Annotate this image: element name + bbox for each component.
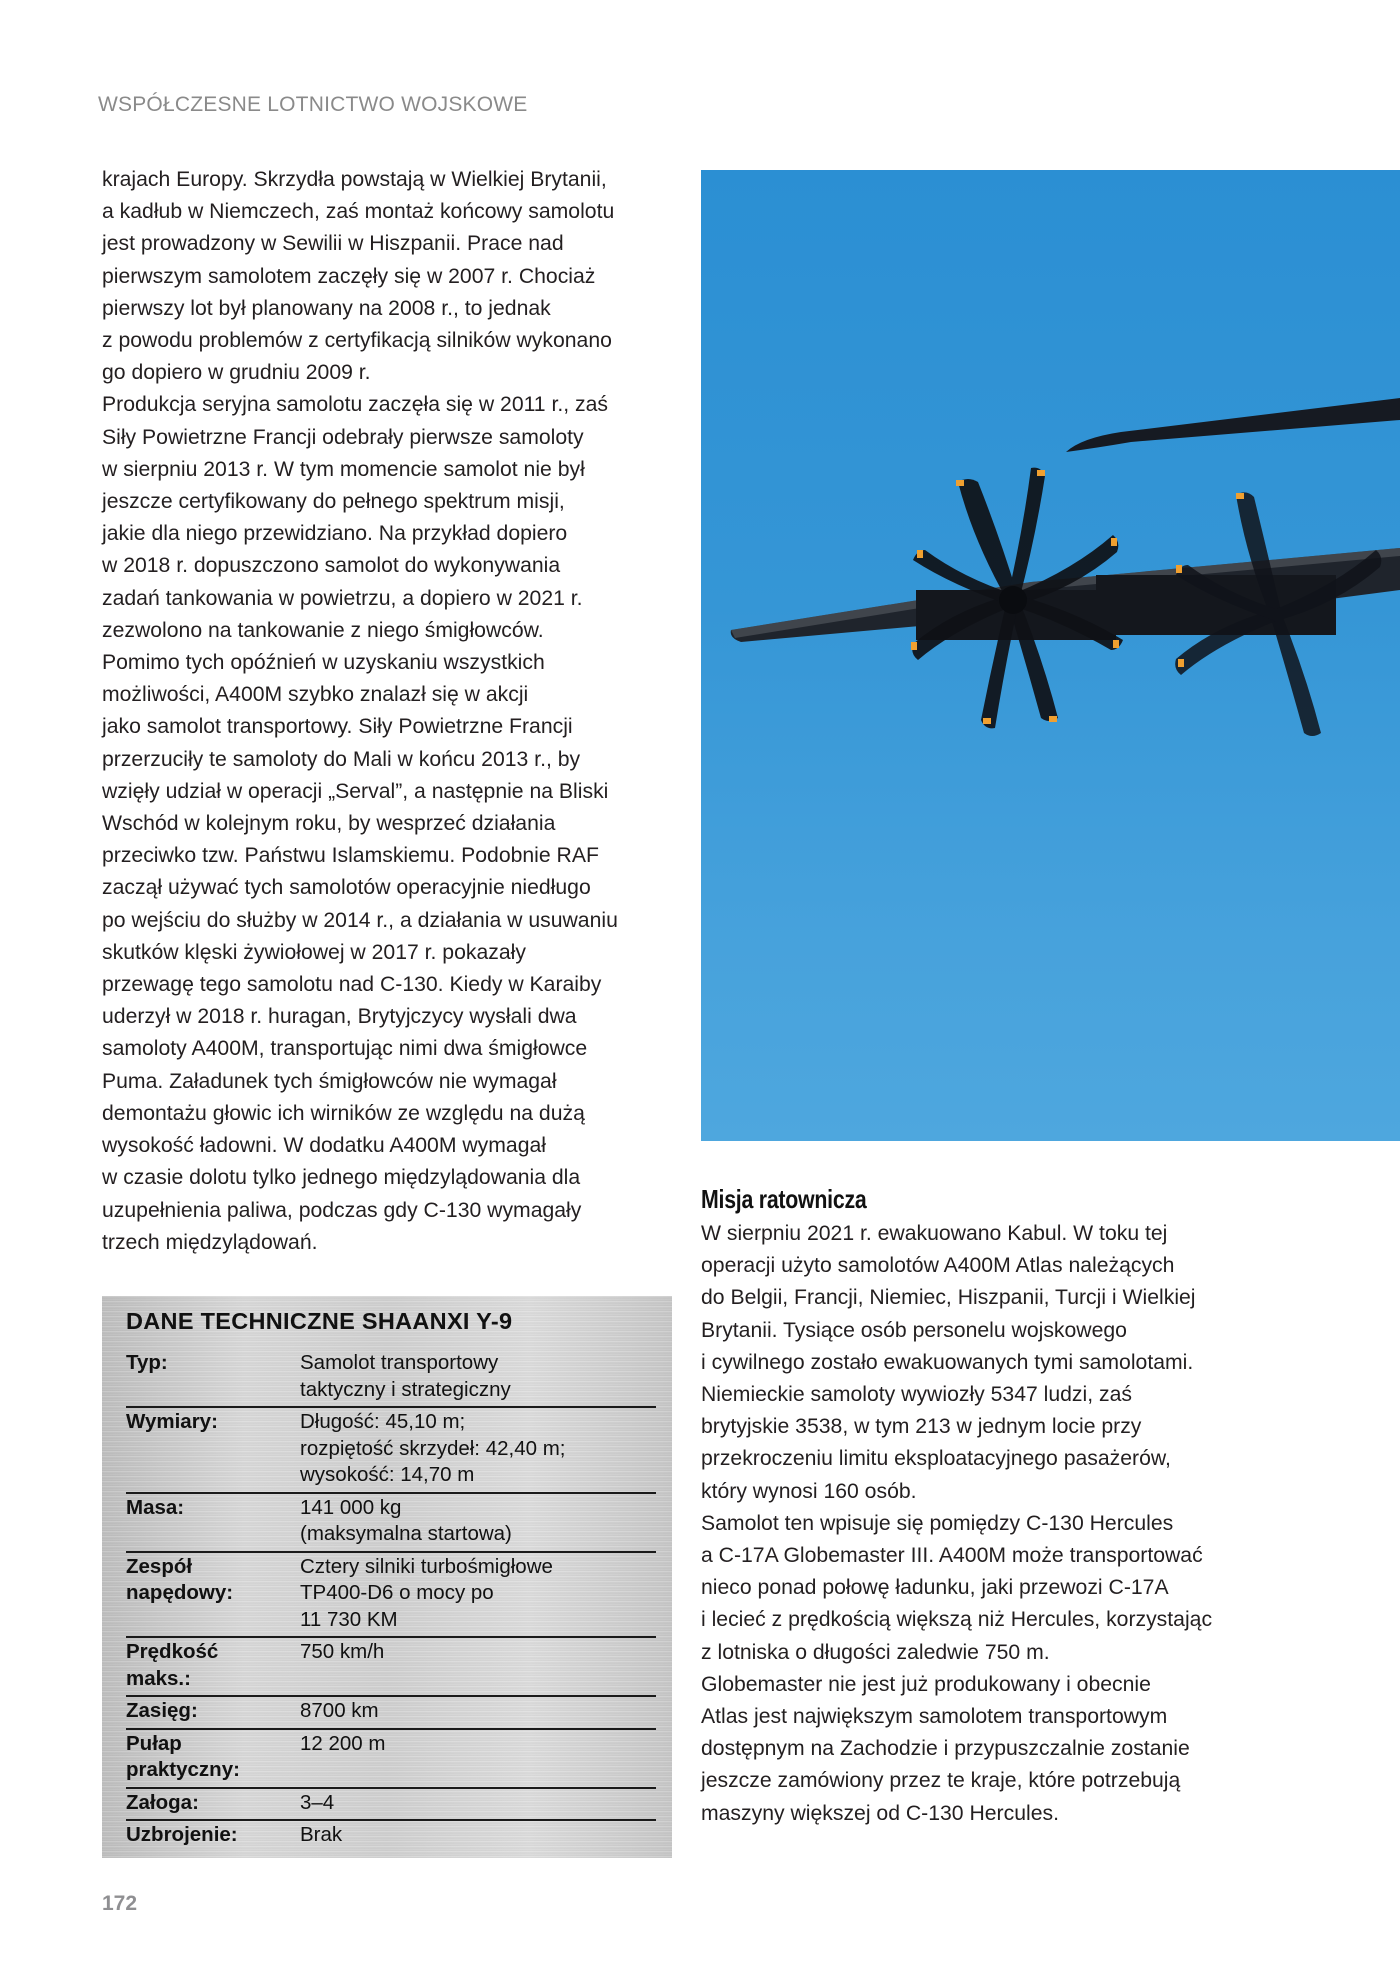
spec-row <box>126 1637 656 1696</box>
text-line: i lecieć z prędkością większą niż Hercules, korzystając <box>701 1608 1213 1632</box>
spec-key-line: napędowy: <box>126 1581 234 1604</box>
text-line: przeciwko tzw. Państwu Islamskiemu. Podobnie RAF <box>102 844 599 868</box>
text-line: go dopiero w grudniu 2009 r. <box>102 361 371 385</box>
text-line: do Belgii, Francji, Niemiec, Hiszpanii, Turcji i Wielkiej <box>701 1286 1196 1310</box>
running-head: WSPÓŁCZESNE LOTNICTWO WOJSKOWE <box>98 93 528 116</box>
spec-key <box>126 1788 300 1821</box>
text-line: po wejściu do służby w 2014 r., a działania w usuwaniu <box>102 908 618 932</box>
text-line: dostępnym na Zachodzie i przypuszczalnie zostanie <box>701 1737 1190 1761</box>
text-line: wzięły udział w operacji „Serval”, a następnie na Bliski <box>102 779 609 803</box>
spec-value-line: 141 000 kg <box>300 1495 402 1519</box>
spec-row <box>126 1696 656 1729</box>
spec-value-line: (maksymalna startowa) <box>300 1522 512 1545</box>
spec-value-line: Długość: 45,10 m; <box>300 1410 466 1433</box>
text-line: Pomimo tych opóźnień w uzyskaniu wszystkich <box>102 651 545 675</box>
right-column <box>701 1182 1291 1830</box>
spec-value-line: taktyczny i strategiczny <box>300 1377 511 1401</box>
spec-value <box>300 1788 656 1821</box>
spec-row <box>126 1493 656 1552</box>
text-line: Wschód w kolejnym roku, by wesprzeć działania <box>102 812 556 836</box>
text-line: pierwszy lot był planowany na 2008 r., to jednak <box>102 296 551 320</box>
spec-value-line: Samolot transportowy <box>300 1351 499 1374</box>
spec-key-line: Zespół <box>126 1554 193 1578</box>
text-line: Niemieckie samoloty wywiozły 5347 ludzi, zaś <box>701 1383 1132 1407</box>
spec-key <box>126 1552 300 1638</box>
spec-key-line: praktyczny: <box>126 1758 240 1781</box>
page-number: 172 <box>102 1892 138 1915</box>
text-line: przewagę tego samolotu nad C-130. Kiedy w Karaiby <box>102 973 602 997</box>
text-line: uzupełnienia paliwa, podczas gdy C-130 wymagały <box>102 1198 582 1222</box>
spec-value-line: 8700 km <box>300 1699 379 1722</box>
text-line: Atlas jest największym samolotem transportowym <box>701 1705 1168 1729</box>
spec-value-line: 12 200 m <box>300 1731 386 1755</box>
spec-row <box>126 1552 656 1638</box>
left-column <box>102 164 682 1259</box>
spec-value <box>300 1729 656 1788</box>
spec-row <box>126 1820 656 1852</box>
spec-value <box>300 1637 656 1696</box>
spec-table <box>126 1350 656 1852</box>
text-line: zezwolono na tankowanie z niego śmigłowców. <box>102 618 544 642</box>
spec-value-line: 750 km/h <box>300 1640 385 1663</box>
paragraph <box>102 647 682 1259</box>
spec-value <box>300 1552 656 1638</box>
spec-key <box>126 1696 300 1729</box>
spec-value <box>300 1350 656 1407</box>
text-line: przekroczeniu limitu eksploatacyjnego pasażerów, <box>701 1447 1171 1471</box>
spec-key-line: Wymiary: <box>126 1410 218 1433</box>
text-line: w sierpniu 2013 r. W tym momencie samolot nie był <box>102 457 585 481</box>
text-line: Samolot ten wpisuje się pomiędzy C-130 Hercules <box>701 1511 1174 1535</box>
spec-value-line: Brak <box>300 1823 343 1846</box>
spec-value <box>300 1407 656 1493</box>
text-line: jeszcze zamówiony przez te kraje, które potrzebują <box>701 1769 1181 1793</box>
spec-title: DANE TECHNICZNE SHAANXI Y-9 <box>126 1308 513 1334</box>
text-line: nieco ponad połowę ładunku, jaki przewozi C-17A <box>701 1576 1169 1600</box>
spec-key <box>126 1820 300 1852</box>
spec-row <box>126 1729 656 1788</box>
spec-key-line: Uzbrojenie: <box>126 1823 238 1846</box>
text-line: W sierpniu 2021 r. ewakuowano Kabul. W toku tej <box>701 1222 1168 1245</box>
text-line: operacji użyto samolotów A400M Atlas należących <box>701 1254 1175 1278</box>
spec-key <box>126 1350 300 1407</box>
spec-key-line: Prędkość <box>126 1640 219 1663</box>
text-line: skutków klęski żywiołowej w 2017 r. pokazały <box>102 940 526 964</box>
text-line: jako samolot transportowy. Siły Powietrzne Francji <box>102 715 573 739</box>
spec-value <box>300 1820 656 1852</box>
text-line: Produkcja seryjna samolotu zaczęła się w 2011 r., zaś <box>102 393 608 417</box>
text-line: maszyny większej od C-130 Hercules. <box>701 1801 1059 1825</box>
spec-row <box>126 1788 656 1821</box>
spec-key-line: Typ: <box>126 1351 168 1374</box>
spec-key-line: Masa: <box>126 1495 185 1519</box>
spec-value-line: wysokość: 14,70 m <box>300 1463 475 1486</box>
spec-value <box>300 1696 656 1729</box>
text-line: jest prowadzony w Sewilii w Hiszpanii. Prace nad <box>102 232 564 256</box>
text-line: a kadłub w Niemczech, zaś montaż końcowy samolotu <box>102 200 615 224</box>
aircraft-illustration <box>701 170 1400 1141</box>
paragraph <box>701 1508 1291 1830</box>
spec-key-line: Pułap <box>126 1731 182 1755</box>
text-line: uderzył w 2018 r. huragan, Brytyjczycy wysłali dwa <box>102 1005 577 1029</box>
text-line: jeszcze certyfikowany do pełnego spektrum misji, <box>102 490 565 514</box>
text-line: zadań tankowania w powietrzu, a dopiero w 2021 r. <box>102 586 583 610</box>
text-line: brytyjskie 3538, w tym 213 w jednym locie przy <box>701 1415 1142 1439</box>
left-body-text <box>102 164 682 1259</box>
spec-key <box>126 1637 300 1696</box>
text-line: i cywilnego zostało ewakuowanych tymi samolotami. <box>701 1350 1194 1374</box>
spec-key-line: maks.: <box>126 1666 191 1690</box>
text-line: samoloty A400M, transportując nimi dwa śmigłowce <box>102 1037 588 1061</box>
spec-box <box>102 1296 672 1858</box>
spec-value-line: 3–4 <box>300 1790 335 1814</box>
spec-row <box>126 1407 656 1493</box>
paragraph <box>102 389 682 647</box>
text-line: krajach Europy. Skrzydła powstają w Wielkiej Brytanii, <box>102 168 607 191</box>
text-line: demontażu głowic ich wirników ze względu na dużą <box>102 1101 585 1125</box>
text-line: Puma. Załadunek tych śmigłowców nie wymagał <box>102 1069 557 1093</box>
text-line: trzech międzylądowań. <box>102 1230 318 1254</box>
text-line: a C-17A Globemaster III. A400M może transportować <box>701 1544 1203 1568</box>
tail-plane-shape <box>1066 398 1400 452</box>
text-line: Brytanii. Tysiące osób personelu wojskowego <box>701 1318 1127 1342</box>
spec-row <box>126 1350 656 1407</box>
text-line: w 2018 r. dopuszczono samolot do wykonywania <box>102 554 561 578</box>
spec-key <box>126 1407 300 1493</box>
text-line: przerzuciły te samoloty do Mali w końcu 2013 r., by <box>102 747 581 771</box>
text-line: Siły Powietrzne Francji odebrały pierwsze samoloty <box>102 425 584 449</box>
text-line: możliwości, A400M szybko znalazł się w akcji <box>102 683 529 707</box>
text-line: pierwszym samolotem zaczęły się w 2007 r. Chociaż <box>102 264 596 288</box>
spec-key <box>126 1493 300 1552</box>
spec-key-line: Zasięg: <box>126 1699 198 1722</box>
text-line: w czasie dolotu tylko jednego międzylądowania dla <box>102 1166 581 1190</box>
spec-key-line: Załoga: <box>126 1790 199 1814</box>
paragraph <box>102 164 682 389</box>
right-body-text <box>701 1218 1291 1830</box>
text-line: z powodu problemów z certyfikacją silników wykonano <box>102 329 612 353</box>
text-line: Globemaster nie jest już produkowany i obecnie <box>701 1672 1151 1696</box>
spec-value-line: TP400-D6 o mocy po <box>300 1581 494 1604</box>
spec-value-line: rozpiętość skrzydeł: 42,40 m; <box>300 1436 566 1460</box>
text-line: z lotniska o długości zaledwie 750 m. <box>701 1640 1050 1664</box>
spec-key <box>126 1729 300 1788</box>
spec-value <box>300 1493 656 1552</box>
text-line: jakie dla niego przewidziano. Na przykład dopiero <box>102 522 568 546</box>
aircraft-photo <box>701 170 1400 1141</box>
text-line: wysokość ładowni. W dodatku A400M wymagał <box>102 1134 546 1158</box>
spec-value-line: 11 730 KM <box>300 1607 398 1631</box>
paragraph <box>701 1218 1291 1508</box>
spec-value-line: Cztery silniki turbośmigłowe <box>300 1554 553 1578</box>
text-line: który wynosi 160 osób. <box>701 1479 917 1503</box>
section-heading: Misja ratownicza <box>701 1184 867 1214</box>
text-line: zaczął używać tych samolotów operacyjnie niedługo <box>102 876 591 900</box>
